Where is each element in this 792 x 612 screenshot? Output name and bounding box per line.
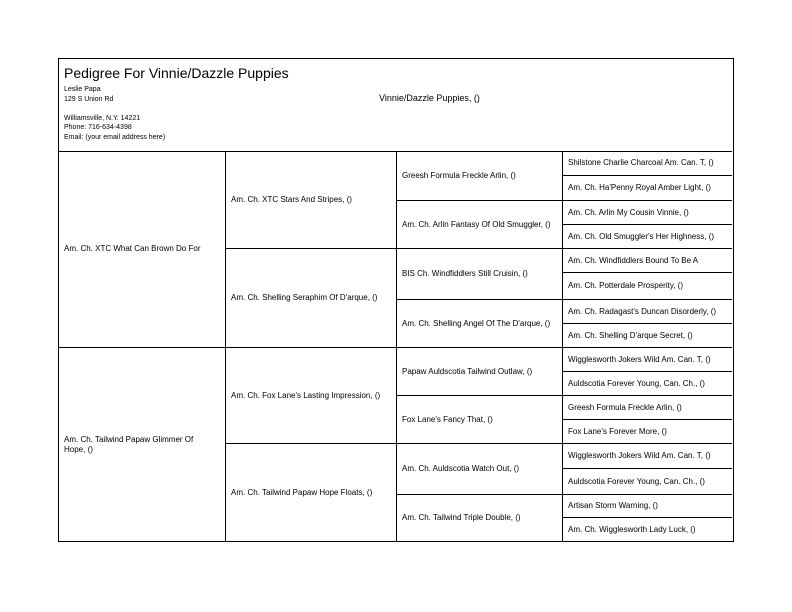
ggg-name: Fox Lane's Forever More, () bbox=[568, 426, 667, 436]
great-great-grandparent bbox=[563, 225, 732, 249]
great-great-grandparent bbox=[563, 201, 732, 225]
grandparent-name: Am. Ch. Fox Lane's Lasting Impression, () bbox=[231, 390, 381, 400]
great-great-grandparent bbox=[563, 469, 732, 495]
grandparent-name: Am. Ch. Shelling Seraphim Of D'arque, () bbox=[231, 293, 378, 302]
ggg-name: Shilstone Charlie Charcoal Am. Can. T, () bbox=[568, 158, 714, 167]
pedigree-frame bbox=[58, 58, 734, 542]
ggg-name: Wigglesworth Jokers Wild Am. Can. T, () bbox=[568, 354, 711, 364]
breeder-phone: Phone: 716-634-4398 bbox=[64, 124, 132, 132]
grandparent-name: Am. Ch. XTC Stars And Stripes, () bbox=[231, 194, 352, 204]
ggg-name: Am. Ch. Ha'Penny Royal Amber Light, () bbox=[568, 183, 711, 192]
grandparent bbox=[226, 444, 397, 541]
great-great-grandparent bbox=[563, 249, 732, 273]
great-great-grandparent bbox=[563, 300, 732, 324]
contact-spacer bbox=[64, 104, 165, 114]
ggg-name: Auldscotia Forever Young, Can. Ch., () bbox=[568, 378, 705, 388]
great-grandparent bbox=[397, 444, 563, 495]
ggg-name: Greesh Formula Freckle Arlin, () bbox=[568, 402, 682, 412]
great-grandparent bbox=[397, 495, 563, 541]
page-title: Pedigree For Vinnie/Dazzle Puppies bbox=[64, 65, 289, 81]
great-great-grandparent bbox=[563, 324, 732, 348]
great-grandparent-name: Am. Ch. Shelling Angel Of The D'arque, () bbox=[402, 318, 551, 328]
ggg-name: Am. Ch. Radagast's Duncan Disorderly, () bbox=[568, 306, 717, 316]
ggg-name: Artisan Storm Warning, () bbox=[568, 501, 658, 510]
great-grandparent bbox=[397, 201, 563, 249]
ggg-name: Am. Ch. Potterdale Prosperity, () bbox=[568, 281, 683, 290]
great-great-grandparent bbox=[563, 348, 732, 372]
great-grandparent-name: Am. Ch. Tailwind Triple Double, () bbox=[402, 513, 521, 522]
great-grandparent-name: BIS Ch. Windfiddlers Still Cruisin, () bbox=[402, 269, 528, 278]
great-grandparent bbox=[397, 249, 563, 300]
grandparent bbox=[226, 249, 397, 348]
parent-dam bbox=[59, 348, 226, 541]
great-grandparent-name: Fox Lane's Fancy That, () bbox=[402, 414, 493, 424]
great-grandparent bbox=[397, 300, 563, 348]
great-grandparent-name: Am. Ch. Auldscotia Watch Out, () bbox=[402, 464, 520, 473]
grandparent bbox=[226, 348, 397, 444]
great-great-grandparent bbox=[563, 176, 732, 201]
breeder-street: 129 S Union Rd bbox=[64, 95, 114, 103]
ggg-name: Am. Ch. Windfiddlers Bound To Be A bbox=[568, 255, 699, 265]
great-grandparent bbox=[397, 151, 563, 201]
ggg-name: Am. Ch. Shelling D'arque Secret, () bbox=[568, 330, 693, 340]
great-great-grandparent bbox=[563, 273, 732, 300]
parent-name: Am. Ch. XTC What Can Brown Do For bbox=[64, 244, 201, 253]
great-grandparent-name: Am. Ch. Arlin Fantasy Of Old Smuggler, () bbox=[402, 219, 551, 229]
grandparent bbox=[226, 151, 397, 249]
ggg-name: Wigglesworth Jokers Wild Am. Can. T, () bbox=[568, 451, 711, 460]
parent-sire bbox=[59, 151, 226, 348]
breeder-city: Williamsville, N.Y. 14221 bbox=[64, 114, 141, 122]
great-great-grandparent bbox=[563, 495, 732, 518]
breeder-email: Email: (your email address here) bbox=[64, 133, 166, 141]
great-great-grandparent bbox=[563, 396, 732, 420]
great-great-grandparent bbox=[563, 444, 732, 469]
great-grandparent-name: Papaw Auldscotia Tailwind Outlaw, () bbox=[402, 366, 533, 376]
great-great-grandparent bbox=[563, 372, 732, 396]
great-great-grandparent bbox=[563, 518, 732, 541]
grandparent-name: Am. Ch. Tailwind Papaw Hope Floats, () bbox=[231, 487, 373, 497]
great-grandparent bbox=[397, 348, 563, 396]
ggg-name: Am. Ch. Arlin My Cousin Vinnie, () bbox=[568, 207, 689, 217]
great-grandparent-name: Greesh Formula Freckle Arlin, () bbox=[402, 170, 516, 180]
great-great-grandparent bbox=[563, 420, 732, 444]
ggg-name: Am. Ch. Old Smuggler's Her Highness, () bbox=[568, 231, 715, 241]
breeder-contact bbox=[64, 85, 165, 143]
parent-name: Am. Ch. Tailwind Papaw Glimmer Of Hope, () bbox=[64, 434, 194, 454]
ggg-name: Am. Ch. Wigglesworth Lady Luck, () bbox=[568, 524, 696, 534]
litter-name: Vinnie/Dazzle Puppies, () bbox=[379, 93, 480, 103]
great-grandparent bbox=[397, 396, 563, 444]
pedigree-header bbox=[59, 59, 732, 152]
breeder-name: Leslie Papa bbox=[64, 86, 101, 93]
ggg-name: Auldscotia Forever Young, Can. Ch., () bbox=[568, 476, 705, 486]
great-great-grandparent bbox=[563, 151, 732, 176]
